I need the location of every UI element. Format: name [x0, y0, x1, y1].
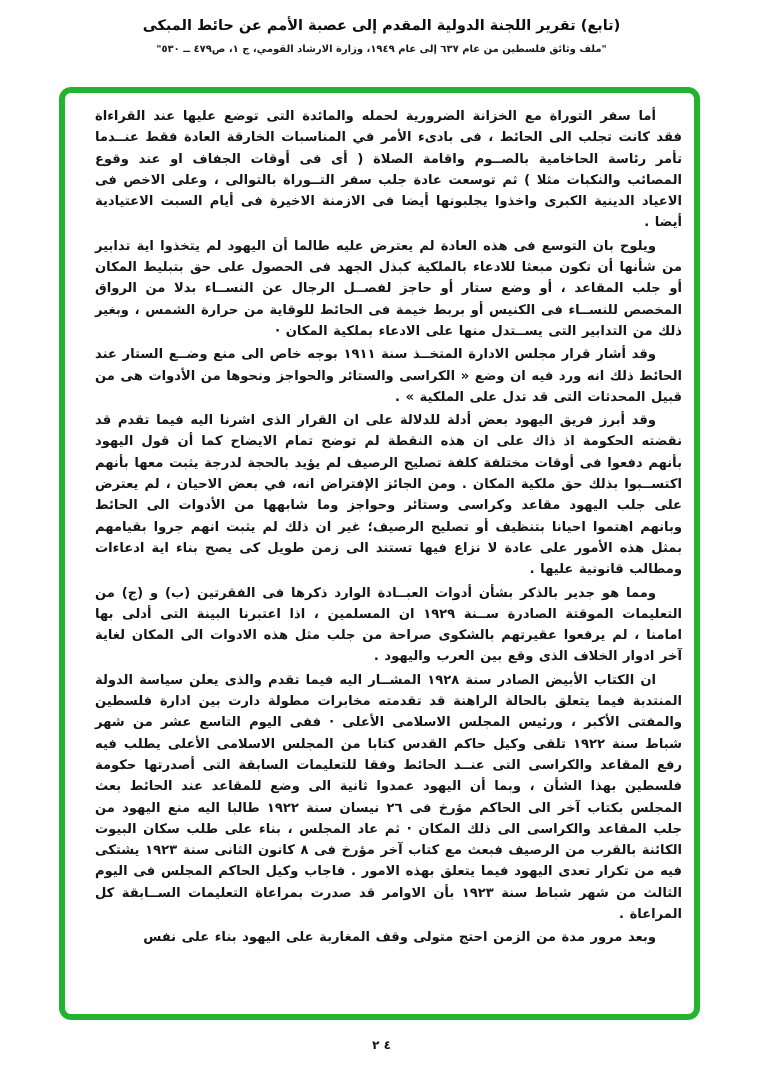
- document-source-citation: "ملف وثائق فلسطين من عام ٦٣٧ إلى عام ١٩٤٩، وزارة الارشاد القومي، ج ١، ص٤٧٩ ــ ٥٣٠": [156, 44, 607, 55]
- body-paragraph: وقد أبرز فريق اليهود بعض أدلة للدلالة على ان القرار الذى اشرنا اليه فيما تقدم قد نقضته الحكومة اذ ذاك على ان هذه النقطة لم توضح تمام الايضاح كما أن قول اليهود بأنهم دفعوا فى أوقات مختلفة كلفة تصليح الرصيف لم يؤيد بالحجة لدرجة يثبت معها بأنهم اكتســبوا بذلك حق ملكية المكان . ومن الجائز الإفتراض انه، في بعض الاحيان ، لم يعترض على جلب اليهود مقاعد وكراسى وستائر وحواجز وما شابهها من الأدوات الى الحائط وبانهم اهتموا احيانا بتنظيف أو تصليح الرصيف؛ غير ان ذلك لم يثبت انهم جروا بقيامهم بمثل هذه الأمور على عادة لا نزاع فيها تستند الى زمن طويل كى يصح بناء اية ادعاءات ومطالب قانونية عليها .: [95, 413, 682, 578]
- green-border-frame: [59, 87, 700, 1020]
- body-paragraph: أما سفر التوراة مع الخزانة الضرورية لحمله والمائدة التى توضع عليها عند القراءاة فقد كانت تجلب الى الحائط ، فى بادىء الأمر في المناسبات الخارقة العادة فقط عنــدما تأمر رئاسة الحاخامية بالصــوم واقامة الصلاة ( أى فى أوقات الجفاف او عند وقوع المصائب والنكبات مثلا ) ثم توسعت عادة جلب سفر التــوراة بالتوالى ، وعلى الاخص فى الاعياد الدينية الكبرى واخذوا يجلبونها أيضا فى الازمنة الاخيرة فى أيام السبت الاعتيادية أيضا .: [95, 109, 682, 231]
- page-header: [0, 14, 763, 55]
- body-paragraph: ان الكتاب الأبيض الصادر سنة ١٩٢٨ المشــار اليه فيما تقدم والذى يعلن سياسة الدولة المنتدبة فيما يتعلق بالحالة الراهنة قد تقدمته مخابرات مطولة دارت بين ادارة فلسطين والمفتى الأكبر ، ورئيس المجلس الاسلامى الأعلى · ففى اليوم التاسع عشر من شهر شباط سنة ١٩٢٢ تلقى وكيل حاكم القدس كتابا من المجلس الاسلامى الأعلى يطلب فيه رفع المقاعد والكراسى التى عنــد الحائط وفقا للتعليمات السابقة التى أصدرتها حكومة فلسطين بهذا الشأن ، وبما أن اليهود عمدوا ثانية الى وضع للمقاعد عند الحائط بعث المجلس بكتاب آخر الى الحاكم مؤرخ فى ٢٦ نيسان سنة ١٩٢٢ طالبا اليه منع اليهود من جلب المقاعد والكراسى الى ذلك المكان · ثم عاد المجلس ، بناء على طلب سكان البيوت الكائنة بالقرب من الرصيف فبعث مع كتاب آخر مؤرخ فى ٨ كانون الثانى سنة ١٩٢٣ يشتكى فيه من تكرار تعدى اليهود فيما يتعلق بهذه الامور . فاجاب وكيل الحاكم المجلس فى اليوم الثالث من شهر شباط سنة ١٩٢٣ بأن الاوامر قد صدرت بمراعاة التعليمات الســابقة كل المراعاة .: [95, 672, 682, 922]
- body-paragraph: ومما هو جدير بالذكر بشأن أدوات العبــادة الوارد ذكرها فى الفقرتين (ب) و (ج) من التعليمات الموقتة الصادرة ســنة ١٩٢٩ ان المسلمين ، اذا اعتبرنا البينة التى أدلى بها امامنا ، لم يرفعوا عقيرتهم بالشكوى صراحة من جلب مثل هذه الادوات الى المكان لغاية آخر ادوار الخلاف الذى وقع بين العرب واليهود .: [95, 585, 682, 665]
- body-paragraph: ويلوح بان التوسع فى هذه العادة لم يعترض عليه طالما أن اليهود لم يتخذوا اية تدابير من شأنها أن تكون مبعثا للادعاء بالملكية كبذل الجهد فى الحصول على حق بتبليط المكان أو جلب المقاعد ، أو وضع ستار أو حاجز لفصــل الرجال عن النســاء بدلا من الرواق المخصص للنســاء فى الكنيس أو بربط خيمة فى الحائط للوقاية من حرارة الشمس ، وبغير ذلك من التدابير التى يســتدل منها على الادعاء بملكية المكان ·: [95, 238, 682, 339]
- document-body-text: [65, 93, 694, 1014]
- page-number: ٤ ٢: [372, 1038, 391, 1052]
- body-paragraph: وقد أشار قرار مجلس الادارة المتخــذ سنة ١٩١١ بوجه خاص الى منع وضــع الستار عند الحائط ذلك انه ورد فيه ان وضع « الكراسى والستائر والحواجز ونحوها من الأدوات هى من قبيل المحدثات التى قد تدل على الملكية » .: [95, 347, 682, 405]
- body-paragraph: وبعد مرور مدة من الزمن احتج متولى وقف المغاربة على اليهود بناء على نفس: [143, 930, 656, 946]
- document-title: (تابع) تقرير اللجنة الدولية المقدم إلى عصبة الأمم عن حائط المبكى: [142, 18, 621, 34]
